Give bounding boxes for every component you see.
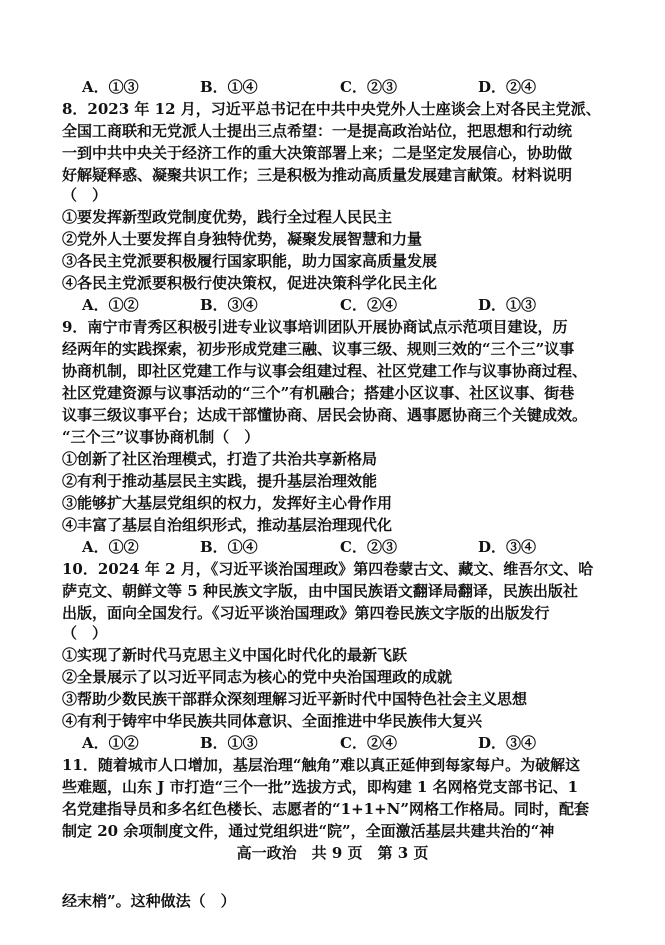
q8-option-b: B．③④ [200,296,258,314]
q9-statement: ②有利于推动基层民主实践，提升基层治理效能 [62,472,378,490]
q8-statement: ④各民主党派要积极行使决策权，促进决策科学化民主化 [62,274,438,292]
q9-stem-line: 社区党建资源与议事活动的“三个”有机融合；搭建小区议事、社区议事、街巷 [62,384,575,402]
q10-statement: ②全景展示了以习近平同志为核心的党中央治国理政的成就 [62,668,453,686]
q9-option-c: C．②③ [340,538,397,556]
q9-option-a: A．①② [82,538,139,556]
q10-statement: ①实现了新时代马克思主义中国化时代化的最新飞跃 [62,646,408,664]
q7-option-a: A．①③ [82,78,139,96]
q9-option-d: D．③④ [478,538,537,556]
q10-option-d: D．③④ [478,734,537,752]
q8-stem-line: 全国工商联和无党派人士提出三点希望：一是提高政治站位，把思想和行动统 [62,122,573,140]
q8-option-d: D．①③ [478,296,537,314]
q8-statement: ③各民主党派要积极履行国家职能，助力国家高质量发展 [62,252,438,270]
q10-stem-line: （ ） [62,624,108,642]
q8-statement: ②党外人士要发挥自身独特优势，凝聚发展智慧和力量 [62,230,423,248]
q8-stem-line: （ ） [62,186,108,204]
q10-statement: ④有利于铸牢中华民族共同体意识、全面推进中华民族伟大复兴 [62,712,483,730]
q8-option-c: C．②④ [340,296,397,314]
q11-stem-line: 些难题，山东 J 市打造“三个一批”选拔方式，即构建 1 名网格党支部书记、1 [62,778,579,796]
q8-stem-line: 好解疑释惑、凝聚共识工作；三是积极为推动高质量发展建言献策。材料说明 [62,166,573,184]
q9-statement: ①创新了社区治理模式，打造了共治共享新格局 [62,450,378,468]
q7-option-d: D．②④ [478,78,537,96]
q7-option-c: C．②③ [340,78,397,96]
page-footer: 高一政治 共 9 页 第 3 页 [236,844,429,862]
q8-stem-line: 8．2023 年 12 月，习近平总书记在中共中央党外人士座谈会上对各民主党派、 [62,100,601,118]
q9-stem-line: 经两年的实践探索，初步形成党建三融、议事三级、规则三效的“三个三”议事 [62,340,575,358]
q9-option-b: B．①④ [200,538,258,556]
q9-stem-line: 议事三级议事平台；达成干部懂协商、居民会协商、遇事愿协商三个关键成效。 [62,406,588,424]
q9-statement: ③能够扩大基层党组织的权力，发挥好主心骨作用 [62,494,393,512]
q10-option-a: A．①② [82,734,139,752]
q8-statement: ①要发挥新型政党制度优势，践行全过程人民民主 [62,208,393,226]
q11-continuation: 经末梢”。这种做法（ ） [62,892,236,910]
q10-stem-line: 萨克文、朝鲜文等 5 种民族文字版，由中国民族语文翻译局翻译，民族出版社 [62,582,578,600]
q9-stem-line: 协商机制，即社区党建工作与议事会组建过程、社区党建工作与议事协商过程、 [62,362,588,380]
q9-stem-line: “三个三”议事协商机制（ ） [62,428,260,446]
q8-stem-line: 一到中共中央关于经济工作的重大决策部署上来；二是坚定发展信心，协助做 [62,144,573,162]
q7-option-b: B．①④ [200,78,258,96]
q9-statement: ④丰富了基层自治组织形式，推动基层治理现代化 [62,516,393,534]
q8-option-a: A．①② [82,296,139,314]
q11-stem-line: 制定 20 余项制度文件，通过党组织进“院”，全面激活基层共建共治的“神 [62,822,555,840]
q10-stem-line: 出版，面向全国发行。《习近平谈治国理政》第四卷民族文字版的出版发行 [62,604,550,622]
q9-stem-line: 9．南宁市青秀区积极引进专业议事培训团队开展协商试点示范项目建设，历 [62,318,568,336]
q10-statement: ③帮助少数民族干部群众深刻理解习近平新时代中国特色社会主义思想 [62,690,528,708]
q10-option-c: C．②④ [340,734,397,752]
q11-stem-line: 名党建指导员和多名红色楼长、志愿者的“1+1+N”网格工作格局。同时，配套 [62,800,589,818]
q10-stem-line: 10．2024 年 2 月，《习近平谈治国理政》第四卷蒙古文、藏文、维吾尔文、哈 [62,560,594,578]
q10-option-b: B．①③ [200,734,258,752]
q11-stem-line: 11．随着城市人口增加，基层治理“触角”难以真正延伸到每家每户。为破解这 [62,756,581,774]
